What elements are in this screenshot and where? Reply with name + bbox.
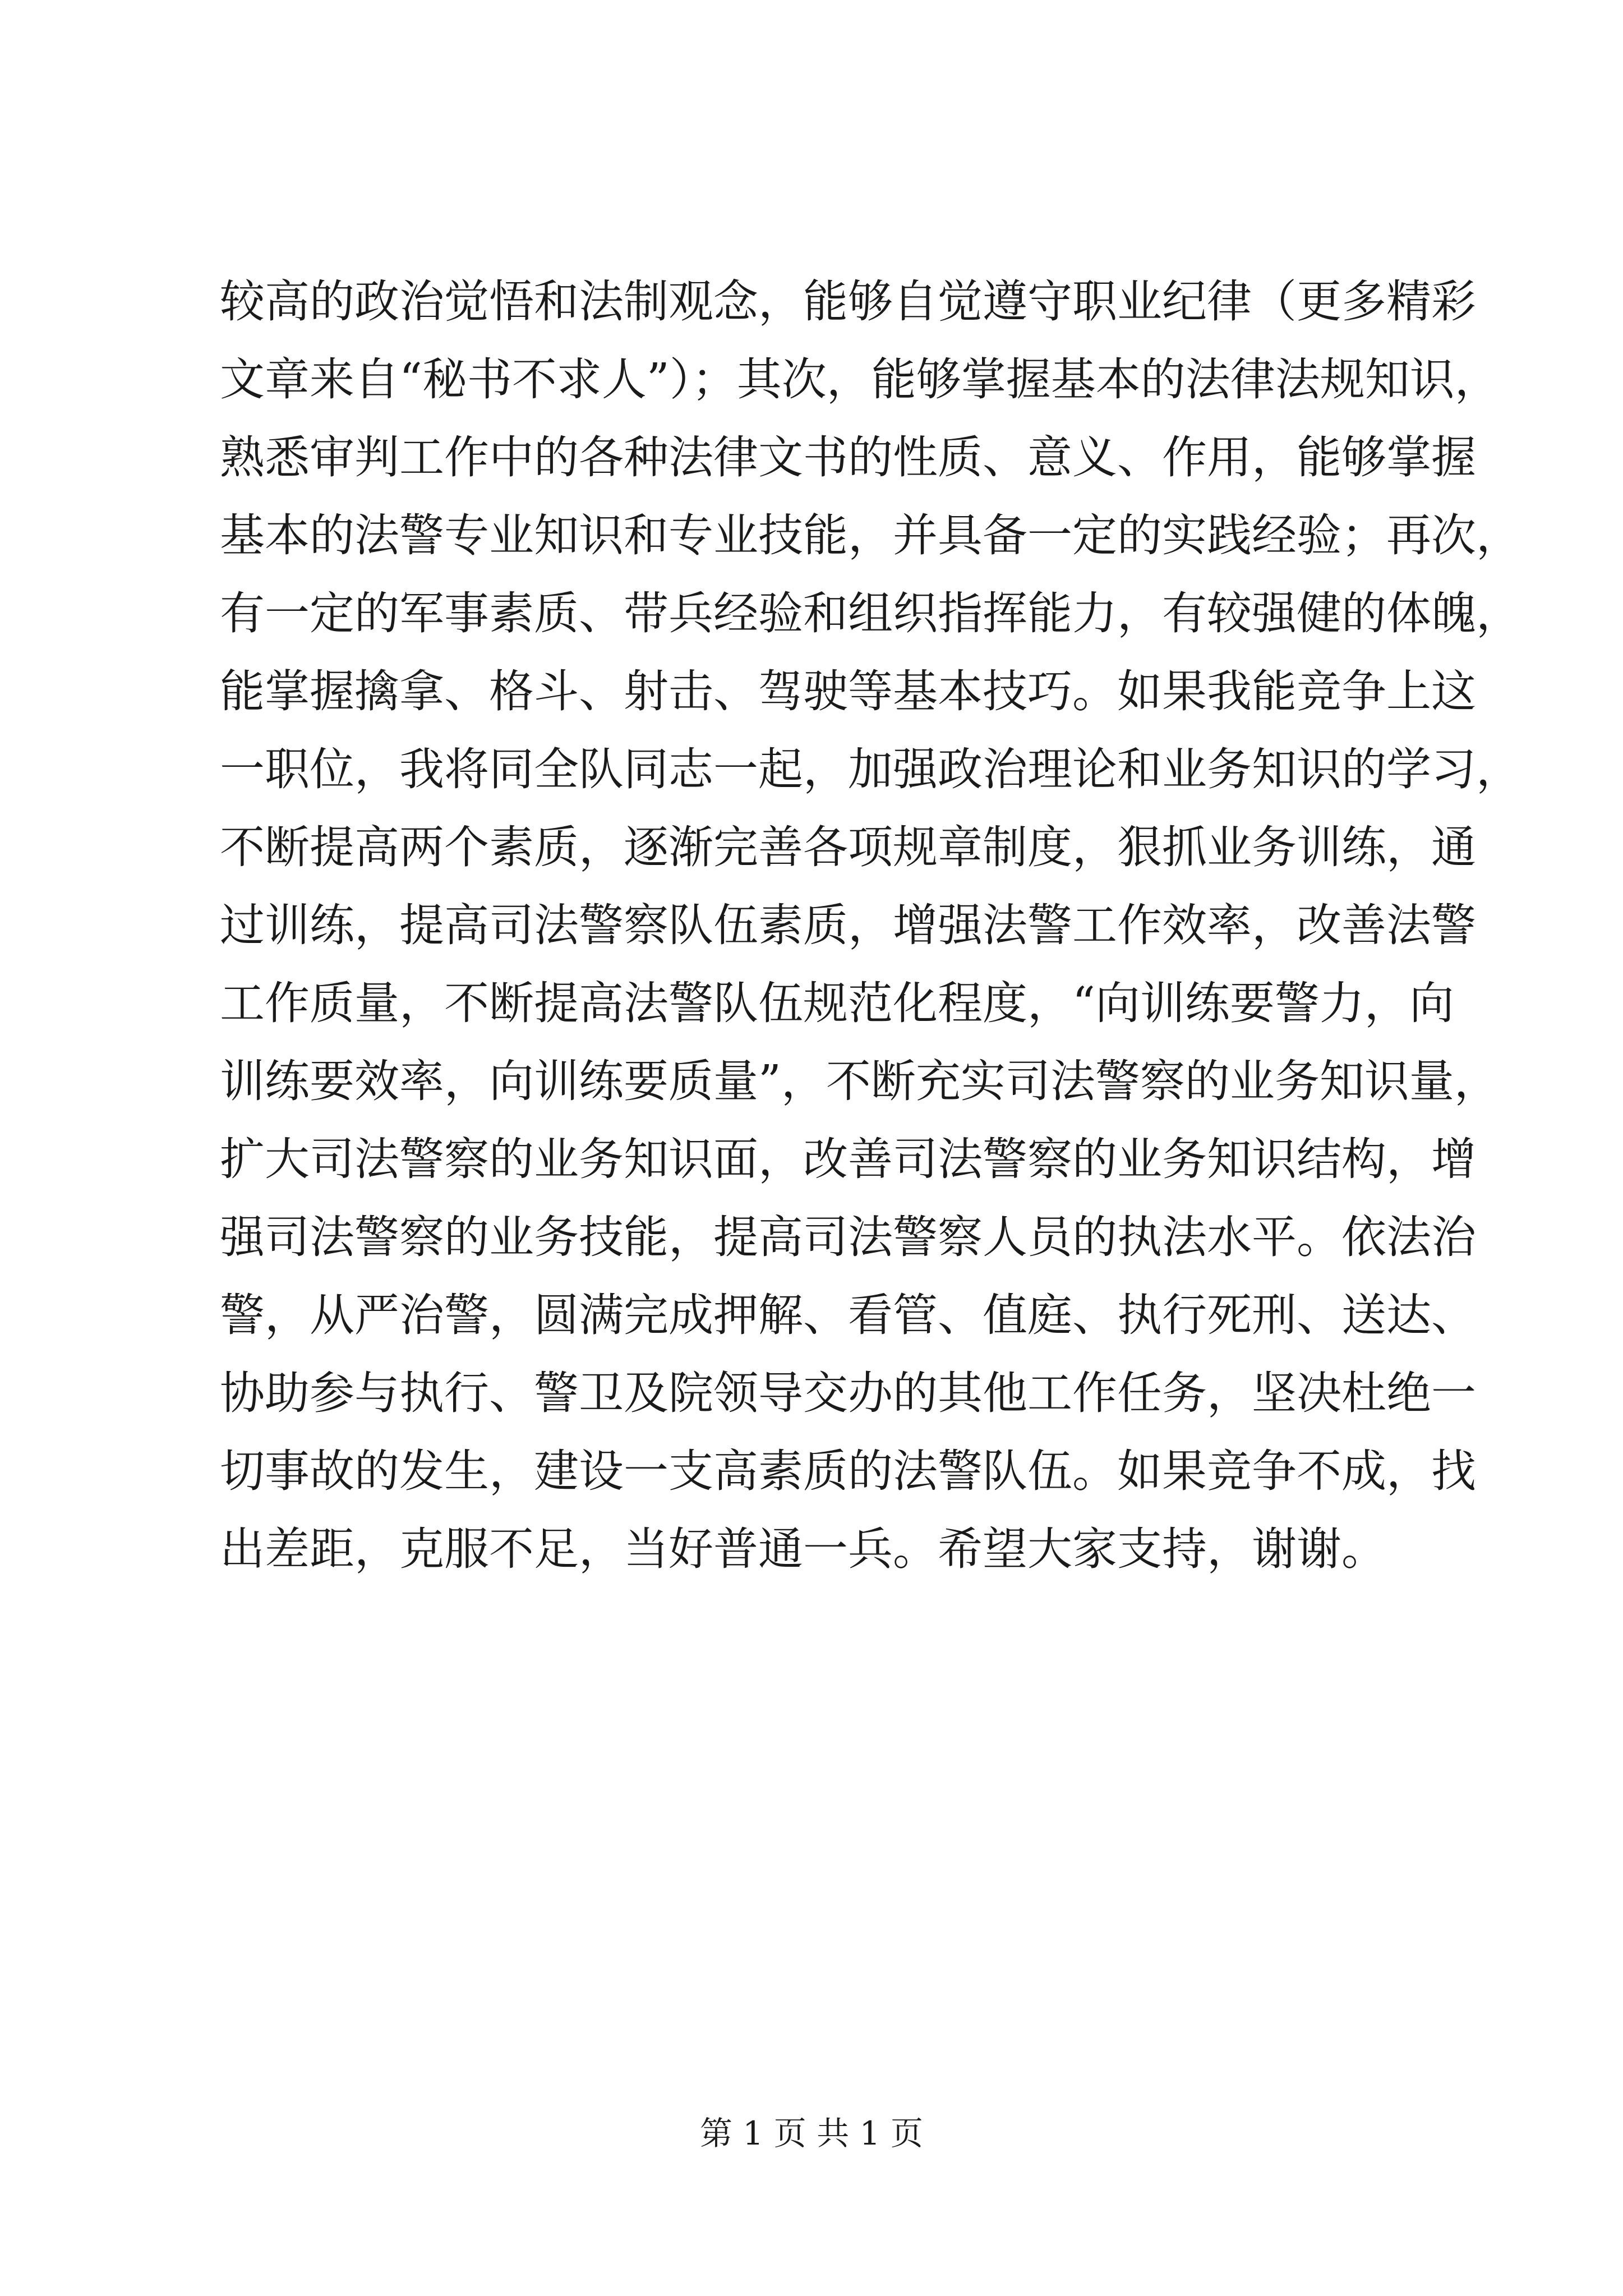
page-footer: 第 1 页 共 1 页	[700, 2114, 923, 2152]
text-line: 扩大司法警察的业务知识面，改善司法警察的业务知识结构，增	[220, 1133, 1476, 1185]
text-line: 一职位，我将同全队同志一起，加强政治理论和业务知识的学习，	[220, 743, 1521, 795]
text-line: 协助参与执行、警卫及院领导交办的其他工作任务，坚决杜绝一	[220, 1367, 1476, 1419]
text-line: 工作质量，不断提高法警队伍规范化程度，“向训练要警力，向	[220, 977, 1454, 1029]
text-line: 切事故的发生，建设一支高素质的法警队伍。如果竞争不成，找	[220, 1445, 1476, 1497]
text-line: 有一定的军事素质、带兵经验和组织指挥能力，有较强健的体魄，	[220, 587, 1521, 639]
text-line: 基本的法警专业知识和专业技能，并具备一定的实践经验；再次，	[220, 509, 1521, 562]
text-line: 出差距，克服不足，当好普通一兵。希望大家支持，谢谢。	[220, 1523, 1386, 1575]
text-line: 能掌握擒拿、格斗、射击、驾驶等基本技巧。如果我能竞争上这	[220, 665, 1476, 717]
text-line: 强司法警察的业务技能，提高司法警察人员的执法水平。依法治	[220, 1211, 1476, 1263]
text-line: 熟悉审判工作中的各种法律文书的性质、意义、作用，能够掌握	[220, 431, 1476, 484]
text-line: 过训练，提高司法警察队伍素质，增强法警工作效率，改善法警	[220, 899, 1476, 951]
text-line: 警，从严治警，圆满完成押解、看管、值庭、执行死刑、送达、	[220, 1289, 1476, 1341]
text-line: 不断提高两个素质，逐渐完善各项规章制度，狠抓业务训练，通	[220, 821, 1476, 873]
body-text	[220, 263, 1521, 1588]
text-line: 文章来自“秘书不求人”）；其次，能够掌握基本的法律法规知识，	[220, 353, 1500, 406]
text-line: 较高的政治觉悟和法制观念，能够自觉遵守职业纪律（更多精彩	[220, 275, 1476, 328]
text-line: 训练要效率，向训练要质量”，不断充实司法警察的业务知识量，	[220, 1055, 1499, 1107]
